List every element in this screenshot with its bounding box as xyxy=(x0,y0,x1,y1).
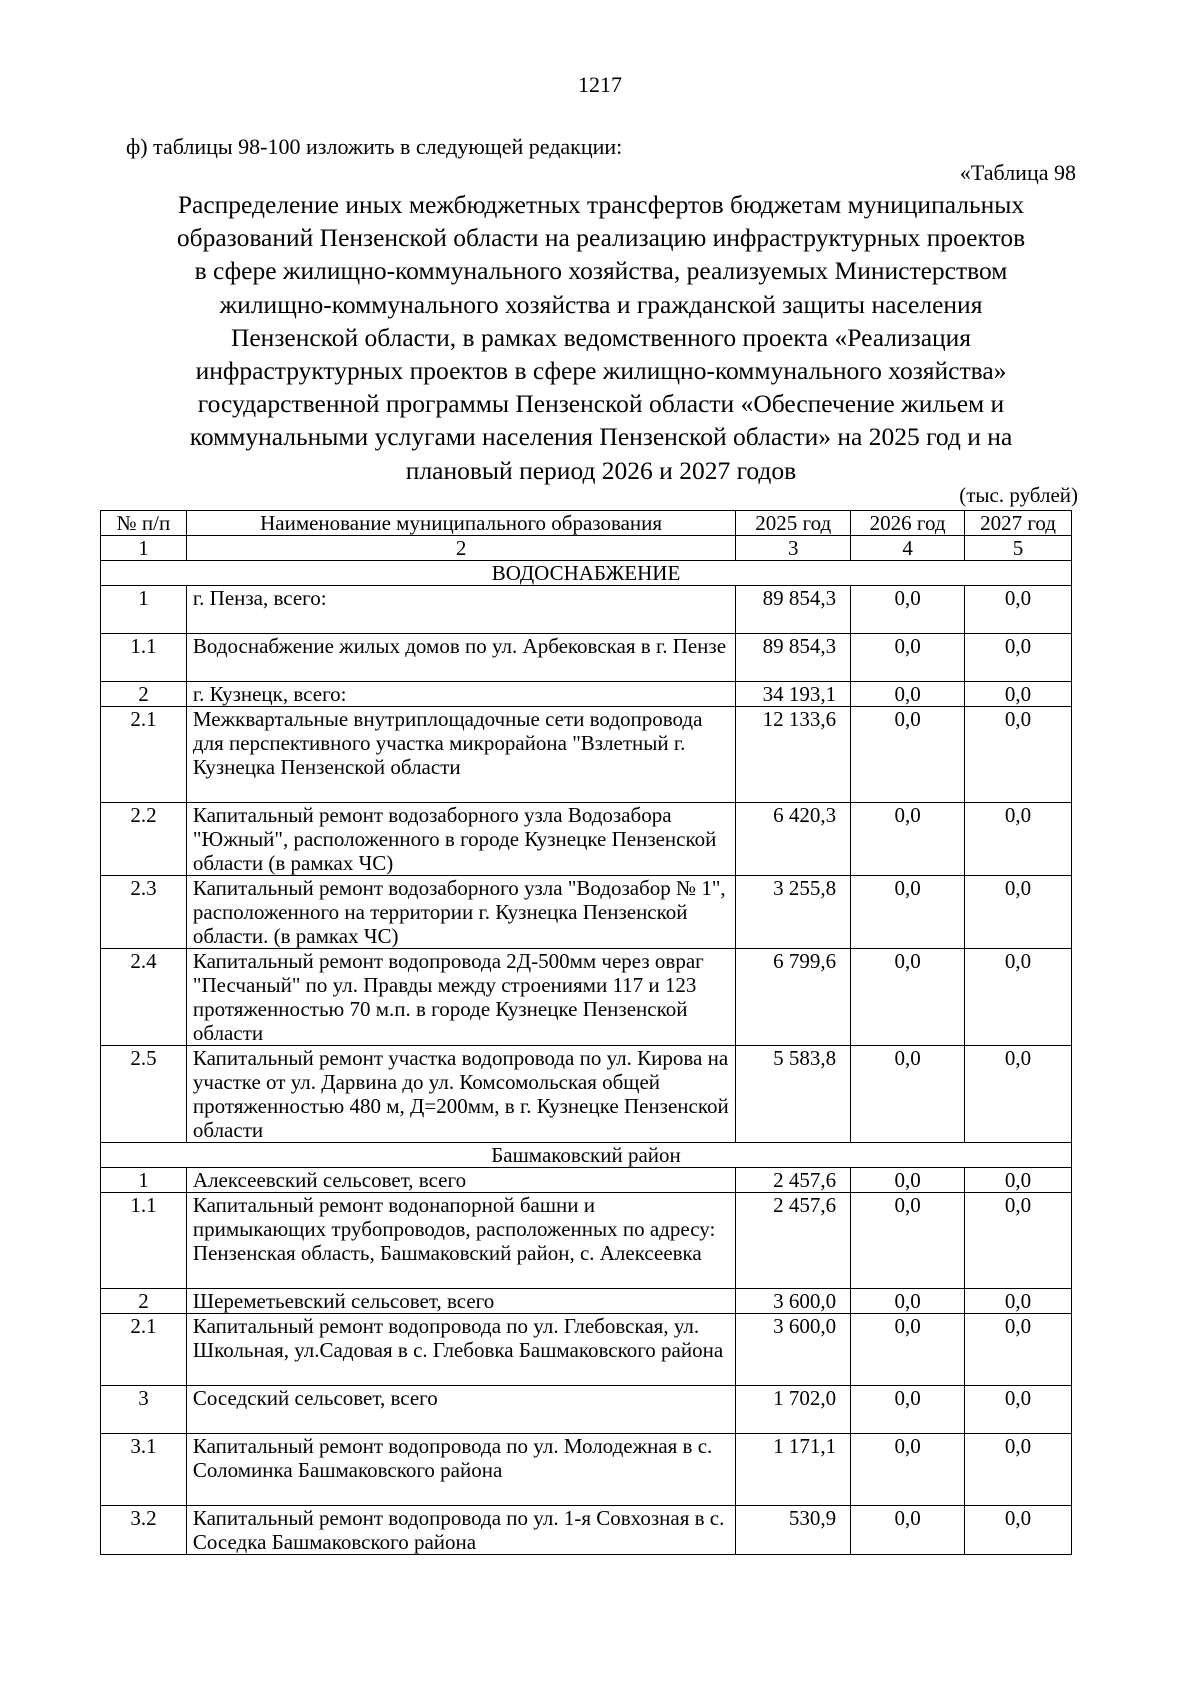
row-name: Капитальный ремонт участка водопровода по ул. Кирова на участке от ул. Дарвина до ул. Комсомольская общей протяженностью 480 м, Д=200мм, в г. Кузнецке Пензенской области xyxy=(186,1046,735,1143)
value-2025: 6 799,6 xyxy=(736,949,851,1046)
value-2025: 12 133,6 xyxy=(736,707,851,803)
table-row xyxy=(101,682,1072,707)
value-2025: 530,9 xyxy=(736,1506,851,1555)
value-2027: 0,0 xyxy=(965,1386,1072,1434)
table-row xyxy=(101,1314,1072,1386)
row-number: 2.4 xyxy=(101,949,187,1046)
row-name: Соседский сельсовет, всего xyxy=(186,1386,735,1434)
value-2026: 0,0 xyxy=(851,634,965,682)
section-title: Башмаковский район xyxy=(101,1143,1072,1168)
value-2027: 0,0 xyxy=(965,1046,1072,1143)
column-number-row xyxy=(101,536,1072,561)
row-name: Алексеевский сельсовет, всего xyxy=(186,1168,735,1193)
value-2025: 3 255,8 xyxy=(736,876,851,949)
value-2026: 0,0 xyxy=(851,682,965,707)
column-number-cell: 3 xyxy=(736,536,851,561)
value-2027: 0,0 xyxy=(965,634,1072,682)
value-2026: 0,0 xyxy=(851,1193,965,1289)
value-2025: 1 702,0 xyxy=(736,1386,851,1434)
row-number: 2.5 xyxy=(101,1046,187,1143)
row-number: 2 xyxy=(101,682,187,707)
table-row xyxy=(101,1506,1072,1555)
row-number: 2.1 xyxy=(101,707,187,803)
row-number: 1.1 xyxy=(101,634,187,682)
row-name: Капитальный ремонт водопровода по ул. Глебовская, ул. Школьная, ул.Садовая в с. Глебовка Башмаковского района xyxy=(186,1314,735,1386)
value-2027: 0,0 xyxy=(965,876,1072,949)
value-2026: 0,0 xyxy=(851,803,965,876)
value-2026: 0,0 xyxy=(851,1168,965,1193)
value-2026: 0,0 xyxy=(851,1506,965,1555)
value-2027: 0,0 xyxy=(965,1314,1072,1386)
header-cell: 2025 год xyxy=(736,511,851,536)
row-number: 2.2 xyxy=(101,803,187,876)
title-line: инфраструктурных проектов в сфере жилищно-коммунального хозяйства» xyxy=(195,356,1007,386)
row-number: 3 xyxy=(101,1386,187,1434)
table-reference: «Таблица 98 xyxy=(959,160,1076,185)
value-2027: 0,0 xyxy=(965,707,1072,803)
value-2027: 0,0 xyxy=(965,682,1072,707)
title-line: образований Пензенской области на реализацию инфраструктурных проектов xyxy=(176,223,1026,253)
row-number: 1.1 xyxy=(101,1193,187,1289)
column-number-cell: 5 xyxy=(965,536,1072,561)
value-2025: 1 171,1 xyxy=(736,1434,851,1506)
value-2027: 0,0 xyxy=(965,803,1072,876)
table-row xyxy=(101,586,1072,634)
row-name: Межквартальные внутриплощадочные сети водопровода для перспективного участка микрорайона "Взлетный г. Кузнецка Пензенской области xyxy=(186,707,735,803)
value-2026: 0,0 xyxy=(851,876,965,949)
row-number: 2.1 xyxy=(101,1314,187,1386)
row-name: Водоснабжение жилых домов по ул. Арбековская в г. Пензе xyxy=(186,634,735,682)
title-line: жилищно-коммунального хозяйства и гражданской защиты населения xyxy=(219,289,983,319)
value-2025: 34 193,1 xyxy=(736,682,851,707)
row-number: 3.1 xyxy=(101,1434,187,1506)
value-2026: 0,0 xyxy=(851,707,965,803)
table-row xyxy=(101,1434,1072,1506)
value-2027: 0,0 xyxy=(965,1168,1072,1193)
value-2027: 0,0 xyxy=(965,1506,1072,1555)
row-number: 1 xyxy=(101,586,187,634)
title-line: государственной программы Пензенской области «Обеспечение жильем и xyxy=(197,389,1005,419)
header-cell: 2027 год xyxy=(965,511,1072,536)
units-label: (тыс. рублей) xyxy=(959,483,1078,507)
value-2026: 0,0 xyxy=(851,1386,965,1434)
row-number: 3.2 xyxy=(101,1506,187,1555)
value-2027: 0,0 xyxy=(965,1289,1072,1314)
value-2026: 0,0 xyxy=(851,1289,965,1314)
value-2025: 3 600,0 xyxy=(736,1289,851,1314)
value-2027: 0,0 xyxy=(965,949,1072,1046)
table-row xyxy=(101,803,1072,876)
table-row xyxy=(101,634,1072,682)
title-line: Распределение иных межбюджетных трансфертов бюджетам муниципальных xyxy=(177,190,1025,219)
title-line: коммунальными услугами населения Пензенской области» на 2025 год и на xyxy=(189,422,1013,452)
row-name: Капитальный ремонт водопровода 2Д-500мм через овраг "Песчаный" по ул. Правды между строениями 117 и 123 протяженностью 70 м.п. в городе Кузнецке Пензенской области xyxy=(186,949,735,1046)
value-2027: 0,0 xyxy=(965,586,1072,634)
table-row xyxy=(101,1386,1072,1434)
header-cell: № п/п xyxy=(101,511,187,536)
table-row xyxy=(101,1193,1072,1289)
value-2025: 5 583,8 xyxy=(736,1046,851,1143)
value-2025: 6 420,3 xyxy=(736,803,851,876)
row-name: Капитальный ремонт водозаборного узла "Водозабор № 1", расположенного на территории г. Кузнецка Пензенской области. (в рамках ЧС) xyxy=(186,876,735,949)
value-2025: 2 457,6 xyxy=(736,1168,851,1193)
row-name: Шереметьевский сельсовет, всего xyxy=(186,1289,735,1314)
title-line: плановый период 2026 и 2027 годов xyxy=(405,455,797,485)
row-number: 2 xyxy=(101,1289,187,1314)
table-row xyxy=(101,1289,1072,1314)
table-row xyxy=(101,1168,1072,1193)
value-2026: 0,0 xyxy=(851,949,965,1046)
column-number-cell: 4 xyxy=(851,536,965,561)
table-row xyxy=(101,949,1072,1046)
value-2025: 89 854,3 xyxy=(736,634,851,682)
table-row xyxy=(101,876,1072,949)
value-2027: 0,0 xyxy=(965,1434,1072,1506)
value-2027: 0,0 xyxy=(965,1193,1072,1289)
row-name: Капитальный ремонт водонапорной башни и примыкающих трубопроводов, расположенных по адресу: Пензенская область, Башмаковский район, с. Алексеевка xyxy=(186,1193,735,1289)
header-row xyxy=(101,511,1072,536)
value-2026: 0,0 xyxy=(851,1314,965,1386)
value-2025: 2 457,6 xyxy=(736,1193,851,1289)
page-number: 1217 xyxy=(578,72,622,97)
value-2025: 89 854,3 xyxy=(736,586,851,634)
intro-text: ф) таблицы 98-100 изложить в следующей редакции: xyxy=(126,134,623,159)
row-name: Капитальный ремонт водозаборного узла Водозабора "Южный", расположенного в городе Кузнецке Пензенской области (в рамках ЧС) xyxy=(186,803,735,876)
value-2025: 3 600,0 xyxy=(736,1314,851,1386)
table-row xyxy=(101,1046,1072,1143)
table-title xyxy=(120,188,1082,487)
title-line: в сфере жилищно-коммунального хозяйства, реализуемых Министерством xyxy=(194,256,1008,286)
value-2026: 0,0 xyxy=(851,1434,965,1506)
value-2026: 0,0 xyxy=(851,1046,965,1143)
value-2026: 0,0 xyxy=(851,586,965,634)
column-number-cell: 1 xyxy=(101,536,187,561)
header-cell: Наименование муниципального образования xyxy=(186,511,735,536)
section-title: ВОДОСНАБЖЕНИЕ xyxy=(101,561,1072,586)
title-line: Пензенской области, в рамках ведомственного проекта «Реализация xyxy=(230,322,972,352)
column-number-cell: 2 xyxy=(186,536,735,561)
row-name: г. Пенза, всего: xyxy=(186,586,735,634)
header-cell: 2026 год xyxy=(851,511,965,536)
row-number: 2.3 xyxy=(101,876,187,949)
section-row xyxy=(101,561,1072,586)
table-row xyxy=(101,707,1072,803)
row-name: Капитальный ремонт водопровода по ул. 1-я Совхозная в с. Соседка Башмаковского района xyxy=(186,1506,735,1555)
row-name: г. Кузнецк, всего: xyxy=(186,682,735,707)
transfers-table xyxy=(100,510,1072,1555)
row-name: Капитальный ремонт водопровода по ул. Молодежная в с. Соломинка Башмаковского района xyxy=(186,1434,735,1506)
section-row xyxy=(101,1143,1072,1168)
row-number: 1 xyxy=(101,1168,187,1193)
